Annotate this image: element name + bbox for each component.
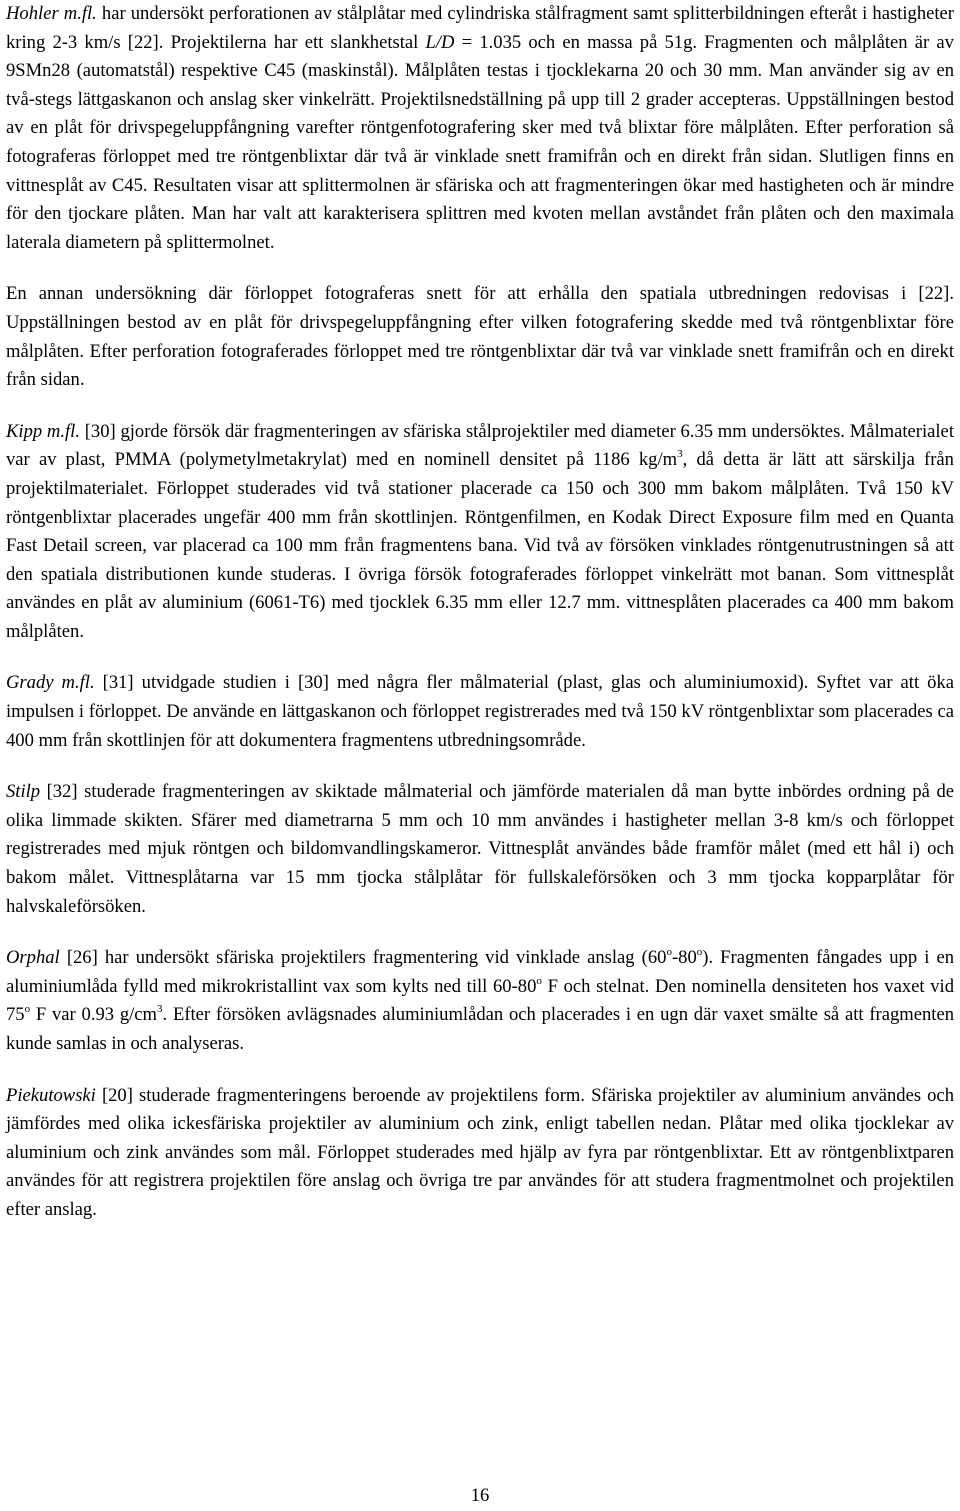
paragraph-orphal: [6, 944, 954, 1058]
paragraph-hohler: [6, 0, 954, 257]
paragraph-oblique-study: [6, 280, 954, 394]
paragraph-gap: [6, 395, 954, 418]
paragraph-text: [26] har undersökt sfäriska projektilers fragmentering vid vinklade anslag (60: [59, 947, 667, 969]
superscript: o: [666, 946, 672, 959]
paragraph-text: , då detta är lätt att särskilja från projektilmaterialet. Förloppet studerades vid två stationer placerade ca 150 och 300 mm bakom målplåten. Två 150 kV röntgenblixtar placerades ungefär 400 mm från skottlinjen. Röntgenfilmen, en Kodak Direct Exposure film med en Quanta Fast Detail screen, var placerad ca 100 mm från fragmentens bana. Vid två av försöken vinklades röntgenutrustningen så att den spatiala distributionen kunde studeras. I övriga försök fotograferades förloppet vinkelrätt mot banan. Som vittnesplåt användes en plåt av aluminium (6061-T6) med tjocklek 6.35 mm eller 12.7 mm. vittnesplåten placerades ca 400 mm bakom målplåten.: [6, 449, 954, 642]
author-name: Piekutowski: [6, 1084, 96, 1106]
paragraph-gap: [6, 755, 954, 778]
paragraph-text: [32] studerade fragmenteringen av skiktade målmaterial och jämförde materialen då man bytte inbördes ordning på de olika limmade skikten. Sfärer med diametrarna 5 mm och 10 mm användes i hastigheter mellan 3-8 km/s och förloppet registrerades med mjuk röntgen och bildomvandlingskameror. Vittnesplåt användes både framför målet (med ett hål i) och bakom målet. Vittnesplåtarna var 15 mm tjocka stålplåtar för fullskaleförsöken och 3 mm tjocka kopparplåtar för halvskaleförsöken.: [6, 781, 954, 917]
paragraph-text: -80: [671, 947, 697, 969]
superscript: o: [24, 1003, 31, 1016]
paragraph-text: . Efter försöken avlägsnades aluminiumlådan och placerades i en ugn där vaxet smälte så att fragmenten kunde samlas in och analyseras.: [6, 1004, 954, 1054]
paragraph-kipp: [6, 418, 954, 647]
paragraph-gap: [6, 257, 954, 280]
paragraph-gap: [6, 1059, 954, 1082]
paragraph-text: [31] utvidgade studien i [30] med några fler målmaterial (plast, glas och aluminiumoxid). Syftet var att öka impulsen i förloppet. De använde en lättgaskanon och förloppet registrerades med två 150 kV röntgenblixtar som placerades ca 400 mm från skottlinjen för att dokumentera fragmentens utbredningsområde.: [6, 672, 954, 751]
author-name: Orphal: [6, 947, 60, 969]
paragraph-text: F var 0.93 g/cm: [30, 1004, 158, 1026]
ratio-symbol: L/D: [425, 31, 455, 53]
paragraph-text: = 1.035 och en massa på 51g. Fragmenten och målplåten är av 9SMn28 (automatstål) respektive C45 (maskinstål). Målplåten testas i tjocklekarna 20 och 30 mm. Man använder sig av en två-stegs lättgaskanon och anslag sker vinkelrätt. Projektilsnedställning på upp till 2 grader accepteras. Uppställningen bestod av en plåt för drivspegeluppfångning varefter röntgenfotografering sker med två blixtar före målplåten. Efter perforation så fotograferas förloppet med tre röntgenblixtar där två är vinklade snett framifrån och en direkt från sidan. Slutligen finns en vittnesplåt av C45. Resultaten visar att splittermolnen är sfäriska och att fragmenteringen ökar med hastigheten och är mindre för den tjockare plåten. Man har valt att karakterisera splittren med kvoten mellan avståndet från plåten och den maximala laterala diametern på splittermolnet.: [6, 31, 954, 253]
author-name: Hohler m.fl.: [6, 3, 97, 24]
author-name: Stilp: [6, 781, 41, 803]
paragraph-text: [30] gjorde försök där fragmenteringen av sfäriska stålprojektiler med diameter 6.35 mm undersöktes. Målmaterialet var av plast, PMMA (polymetylmetakrylat) med en nominell densitet på 1186 kg/m: [6, 420, 954, 471]
author-name: Grady m.fl.: [6, 672, 95, 694]
superscript: o: [536, 974, 542, 987]
paragraph-text: ). Fragmenten fångades upp i en aluminiumlåda fylld med mikrokristallint vax som kylts ned till 60-80: [6, 947, 954, 997]
author-name: Kipp m.fl.: [6, 420, 80, 442]
paragraph-stilp: [6, 778, 954, 921]
paragraph-piekutowski: [6, 1082, 954, 1225]
superscript: o: [696, 946, 703, 959]
page-number: 16: [470, 1485, 490, 1506]
paragraph-text: F och stelnat. Den nominella densiteten hos vaxet vid 75: [6, 975, 954, 1026]
paragraph-grady: [6, 669, 954, 755]
superscript: 3: [157, 1003, 163, 1016]
paragraph-text: [20] studerade fragmenteringens beroende av projektilens form. Sfäriska projektiler av aluminium användes och jämfördes med olika ickesfäriska projektiler av aluminium och zink, enligt tabellen nedan. Plåtar med olika tjocklekar av aluminium och zink användes som mål. Förloppet studerades med hjälp av fyra par röntgenblixtar. Ett av röntgenblixtparen användes för att registrera projektilen före anslag och övriga tre par användes för att studera fragmentmolnet och projektilen efter anslag.: [6, 1084, 954, 1220]
paragraph-gap: [6, 921, 954, 944]
document-page: [6, 0, 954, 1225]
paragraph-gap: [6, 646, 954, 669]
superscript: 3: [677, 448, 683, 461]
paragraph-text: har undersökt perforationen av stålplåtar med cylindriska stålfragment samt splitterbildningen efteråt i hastigheter kring 2-3 km/s [22]. Projektilerna har ett slankhetstal: [6, 3, 954, 53]
paragraph-text: En annan undersökning där förloppet fotograferas snett för att erhålla den spatiala utbredningen redovisas i [22]. Uppställningen bestod av en plåt för drivspegeluppfångning efter vilken fotografering skedde med två röntgenblixtar före målplåten. Efter perforation fotograferades förloppet med tre röntgenblixtar där två var vinklade snett framifrån och en direkt från sidan.: [6, 283, 954, 391]
